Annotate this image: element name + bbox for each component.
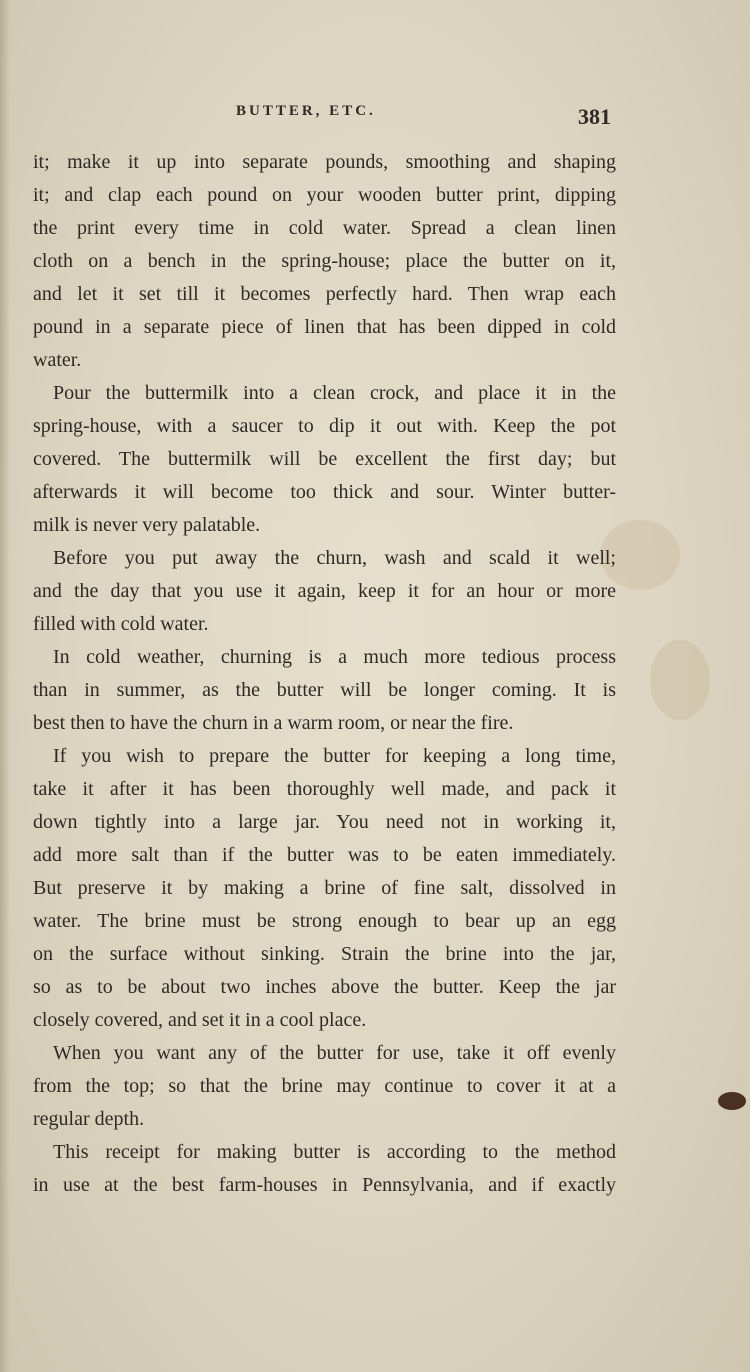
text-line: In cold weather, churning is a much more tedious process (53, 646, 616, 668)
text-line: regular depth. (33, 1108, 145, 1130)
paper-stain (650, 640, 710, 720)
text-line: take it after it has been thoroughly well made, and pack it (33, 778, 616, 800)
text-line: add more salt than if the butter was to be eaten immediately. (33, 844, 616, 866)
text-line: filled with cold water. (33, 613, 209, 635)
body-text (33, 146, 616, 1202)
text-line: it; and clap each pound on your wooden butter print, dipping (33, 184, 616, 206)
text-line: best then to have the churn in a warm room, or near the fire. (33, 712, 514, 734)
text-line: so as to be about two inches above the butter. Keep the jar (33, 976, 616, 998)
ink-blot (718, 1092, 746, 1110)
text-line: closely covered, and set it in a cool place. (33, 1009, 367, 1031)
text-line: cloth on a bench in the spring-house; place the butter on it, (33, 250, 616, 272)
text-line: water. (33, 349, 82, 371)
text-line: Before you put away the churn, wash and scald it well; (53, 547, 616, 569)
text-line: and the day that you use it again, keep it for an hour or more (33, 580, 616, 602)
text-line: it; make it up into separate pounds, smoothing and shaping (33, 151, 616, 173)
text-line: This receipt for making butter is according to the method (53, 1141, 616, 1163)
text-line: afterwards it will become too thick and sour. Winter butter- (33, 481, 616, 503)
text-line: on the surface without sinking. Strain the brine into the jar, (33, 943, 616, 965)
text-line: When you want any of the butter for use, take it off evenly (53, 1042, 616, 1064)
text-line: Pour the buttermilk into a clean crock, and place it in the (53, 382, 616, 404)
text-line: in use at the best farm-houses in Pennsylvania, and if exactly (33, 1174, 616, 1196)
text-line: than in summer, as the butter will be longer coming. It is (33, 679, 616, 701)
text-line: and let it set till it becomes perfectly hard. Then wrap each (33, 283, 616, 305)
text-line: water. The brine must be strong enough to bear up an egg (33, 910, 616, 932)
text-line: covered. The buttermilk will be excellent the first day; but (33, 448, 616, 470)
text-line: from the top; so that the brine may continue to cover it at a (33, 1075, 616, 1097)
text-line: the print every time in cold water. Spread a clean linen (33, 217, 616, 239)
text-line: But preserve it by making a brine of fine salt, dissolved in (33, 877, 616, 899)
text-line: pound in a separate piece of linen that has been dipped in cold (33, 316, 616, 338)
text-line: If you wish to prepare the butter for keeping a long time, (53, 745, 616, 767)
page-number: 381 (578, 104, 611, 129)
running-head: BUTTER, ETC. (236, 103, 376, 119)
page-gutter-shadow (0, 0, 10, 1372)
text-line: down tightly into a large jar. You need not in working it, (33, 811, 616, 833)
text-line: milk is never very palatable. (33, 514, 261, 536)
text-line: spring-house, with a saucer to dip it out with. Keep the pot (33, 415, 616, 437)
